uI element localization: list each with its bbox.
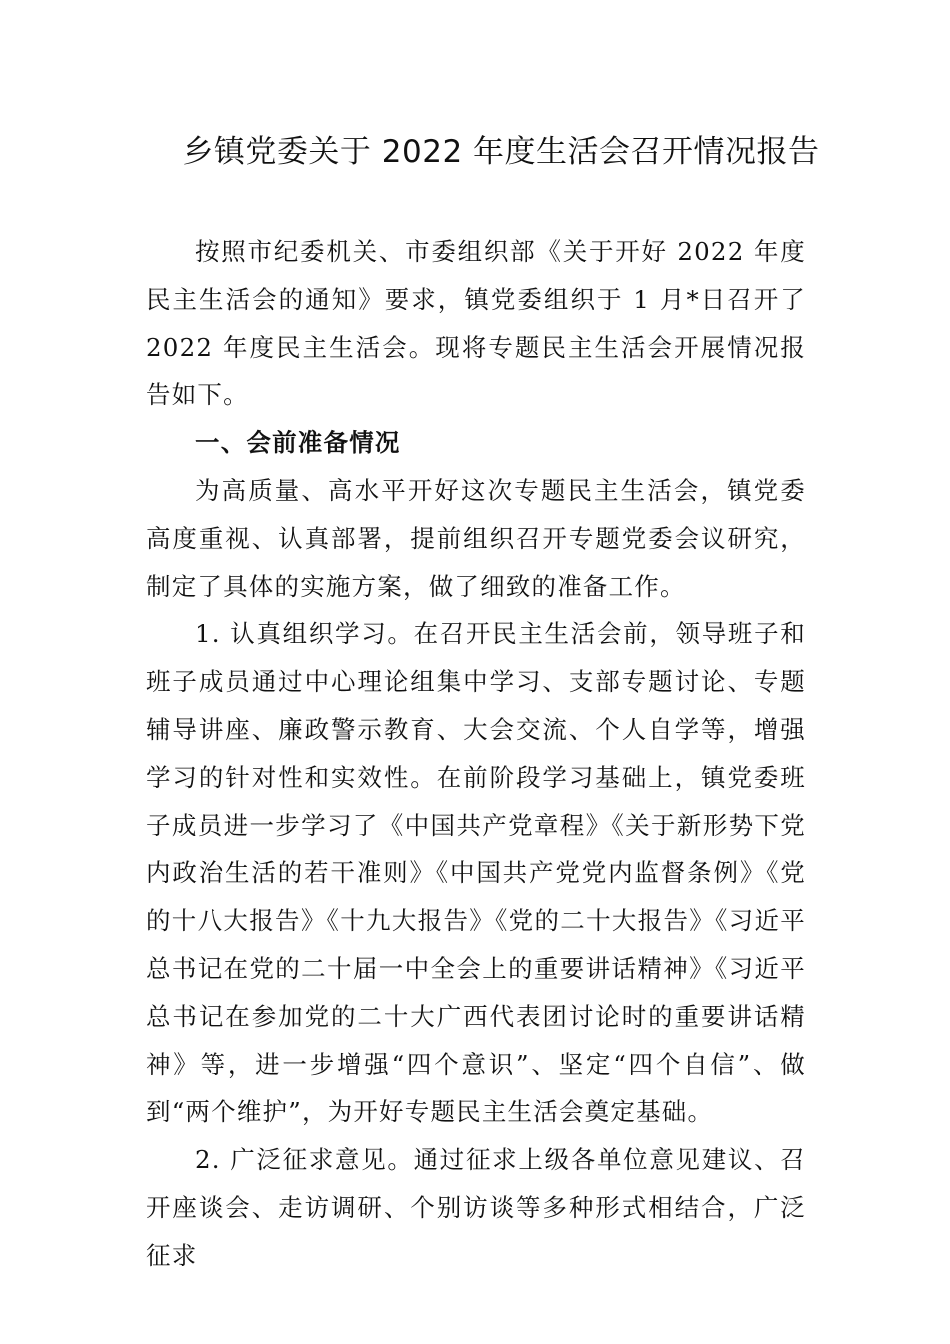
document-title: 乡镇党委关于 2022 年度生活会召开情况报告 xyxy=(182,134,820,170)
section1-intro-paragraph: 为高质量、高水平开好这次专题民主生活会，镇党委高度重视、认真部署，提前组织召开专题党委会议研究，制定了具体的实施方案，做了细致的准备工作。 xyxy=(146,475,806,601)
intro-paragraph: 按照市纪委机关、市委组织部《关于开好 2022 年度民主生活会的通知》要求，镇党委组织于 1 月*日召开了 2022 年度民主生活会。现将专题民主生活会开展情况报告如下。 xyxy=(146,237,806,410)
document-body xyxy=(146,228,806,1280)
item-1-paragraph: 1. 认真组织学习。在召开民主生活会前，领导班子和班子成员通过中心理论组集中学习、支部专题讨论、专题辅导讲座、廉政警示教育、大会交流、个人自学等，增强学习的针对性和实效性。在前阶段学习基础上，镇党委班子成员进一步学习了《中国共产党章程》《关于新形势下党内政治生活的若干准则》《中国共产党党内监督条例》《党的十八大报告》《十九大报告》《党的二十大报告》《习近平总书记在党的二十届一中全会上的重要讲话精神》《习近平总书记在参加党的二十大广西代表团讨论时的重要讲话精神》等，进一步增强“四个意识”、坚定“四个自信”、做到“两个维护”，为开好专题民主生活会奠定基础。 xyxy=(146,619,806,1127)
section-heading-1: 一、会前准备情况 xyxy=(195,428,401,458)
item-2-paragraph: 2. 广泛征求意见。通过征求上级各单位意见建议、召开座谈会、走访调研、个别访谈等多种形式相结合，广泛征求 xyxy=(146,1145,806,1270)
